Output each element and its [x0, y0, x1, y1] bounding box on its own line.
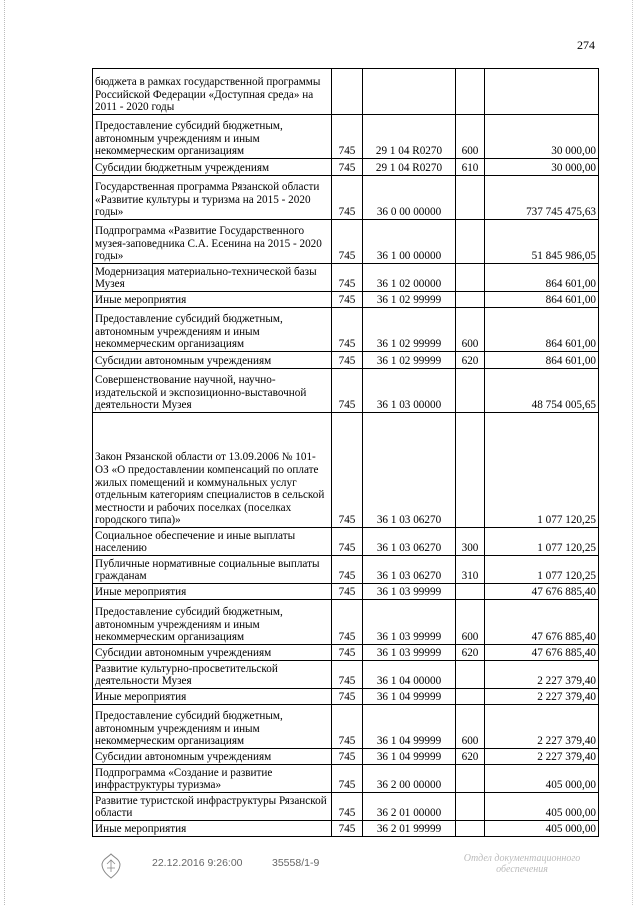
cell-expense-type [456, 765, 485, 793]
cell-amount [485, 69, 599, 115]
cell-target-article: 36 1 03 99999 [363, 600, 456, 645]
cell-name: Предоставление субсидий бюджетным, автономным учреждениям и иным некоммерческим организациям [93, 115, 332, 159]
cell-target-article: 36 1 03 06270 [363, 556, 456, 584]
cell-org-code: 745 [332, 661, 363, 689]
table-row [93, 220, 599, 264]
cell-org-code: 745 [332, 115, 363, 159]
cell-target-article: 36 1 03 06270 [363, 413, 456, 528]
cell-org-code: 745 [332, 584, 363, 600]
cell-target-article: 36 1 02 00000 [363, 264, 456, 292]
cell-expense-type [456, 793, 485, 821]
table-row [93, 556, 599, 584]
cell-org-code: 745 [332, 821, 363, 837]
cell-amount: 737 745 475,63 [485, 176, 599, 220]
cell-org-code: 745 [332, 159, 363, 176]
cell-expense-type [456, 264, 485, 292]
cell-target-article: 36 1 02 99999 [363, 308, 456, 352]
cell-org-code: 745 [332, 308, 363, 352]
cell-expense-type: 600 [456, 308, 485, 352]
table-row [93, 159, 599, 176]
cell-name: Подпрограмма «Создание и развитие инфраструктуры туризма» [93, 765, 332, 793]
cell-amount: 2 227 379,40 [485, 661, 599, 689]
cell-expense-type: 600 [456, 600, 485, 645]
cell-target-article: 36 1 02 99999 [363, 352, 456, 369]
cell-target-article: 36 2 00 00000 [363, 765, 456, 793]
cell-target-article: 36 1 03 00000 [363, 369, 456, 413]
cell-target-article: 36 1 02 99999 [363, 292, 456, 308]
cell-amount: 864 601,00 [485, 292, 599, 308]
cell-name: Совершенствование научной, научно-издательской и экспозиционно-выставочной деятельности Музея [93, 369, 332, 413]
cell-amount: 1 077 120,25 [485, 556, 599, 584]
cell-name: Предоставление субсидий бюджетным, автономным учреждениям и иным некоммерческим организациям [93, 600, 332, 645]
cell-amount: 47 676 885,40 [485, 584, 599, 600]
cell-expense-type [456, 821, 485, 837]
cell-target-article: 36 2 01 00000 [363, 793, 456, 821]
table-row [93, 69, 599, 115]
cell-amount: 864 601,00 [485, 308, 599, 352]
cell-org-code: 745 [332, 765, 363, 793]
cell-org-code: 745 [332, 369, 363, 413]
footer-doc-number: 35558/1-9 [272, 857, 320, 869]
cell-name: Субсидии бюджетным учреждениям [93, 159, 332, 176]
cell-org-code [332, 69, 363, 115]
table-row [93, 292, 599, 308]
cell-expense-type [456, 689, 485, 705]
cell-amount: 2 227 379,40 [485, 705, 599, 749]
table-row [93, 584, 599, 600]
cell-name: Развитие туристской инфраструктуры Рязанской области [93, 793, 332, 821]
cell-target-article: 36 1 03 99999 [363, 584, 456, 600]
footer-watermark-stamp: Отдел документационного обеспечения [463, 853, 581, 875]
cell-target-article: 36 1 03 99999 [363, 645, 456, 661]
cell-target-article: 36 1 03 06270 [363, 528, 456, 556]
left-scan-margin-line [4, 0, 6, 905]
cell-amount: 405 000,00 [485, 765, 599, 793]
cell-org-code: 745 [332, 749, 363, 765]
cell-amount: 864 601,00 [485, 264, 599, 292]
cell-expense-type: 300 [456, 528, 485, 556]
cell-expense-type: 600 [456, 705, 485, 749]
cell-target-article: 36 1 04 99999 [363, 705, 456, 749]
cell-amount: 1 077 120,25 [485, 413, 599, 528]
cell-org-code: 745 [332, 689, 363, 705]
cell-name: Предоставление субсидий бюджетным, автономным учреждениям и иным некоммерческим организациям [93, 705, 332, 749]
cell-target-article: 29 1 04 R0270 [363, 159, 456, 176]
cell-expense-type: 310 [456, 556, 485, 584]
cell-name: Иные мероприятия [93, 689, 332, 705]
table-row [93, 661, 599, 689]
cell-name: Субсидии автономным учреждениям [93, 645, 332, 661]
cell-amount: 2 227 379,40 [485, 689, 599, 705]
cell-amount: 405 000,00 [485, 793, 599, 821]
cell-amount: 48 754 005,65 [485, 369, 599, 413]
cell-expense-type [456, 176, 485, 220]
cell-name: Предоставление субсидий бюджетным, автономным учреждениям и иным некоммерческим организациям [93, 308, 332, 352]
cell-name: Закон Рязанской области от 13.09.2006 № 101-ОЗ «О предоставлении компенсаций по оплате жилых помещений и коммунальных услуг отдельным категориям специалистов в сельской местности и рабочих поселках (поселках городского типа)» [93, 413, 332, 528]
cell-org-code: 745 [332, 176, 363, 220]
table-row [93, 600, 599, 645]
cell-amount: 47 676 885,40 [485, 600, 599, 645]
cell-org-code: 745 [332, 556, 363, 584]
cell-amount: 30 000,00 [485, 115, 599, 159]
cell-expense-type [456, 220, 485, 264]
table-row [93, 705, 599, 749]
cell-amount: 864 601,00 [485, 352, 599, 369]
emblem-icon [98, 852, 124, 880]
cell-org-code: 745 [332, 528, 363, 556]
table-row [93, 645, 599, 661]
table-row [93, 352, 599, 369]
cell-name: Государственная программа Рязанской области «Развитие культуры и туризма на 2015 - 2020 годы» [93, 176, 332, 220]
cell-expense-type [456, 292, 485, 308]
cell-expense-type [456, 413, 485, 528]
cell-name: Подпрограмма «Развитие Государственного музея-заповедника С.А. Есенина на 2015 - 2020 годы» [93, 220, 332, 264]
cell-expense-type [456, 69, 485, 115]
cell-org-code: 745 [332, 292, 363, 308]
table-row [93, 528, 599, 556]
cell-amount: 30 000,00 [485, 159, 599, 176]
cell-amount: 1 077 120,25 [485, 528, 599, 556]
cell-name: Субсидии автономным учреждениям [93, 749, 332, 765]
table-row [93, 308, 599, 352]
cell-org-code: 745 [332, 600, 363, 645]
cell-org-code: 745 [332, 264, 363, 292]
cell-amount: 51 845 986,05 [485, 220, 599, 264]
cell-name: Иные мероприятия [93, 292, 332, 308]
cell-name: Публичные нормативные социальные выплаты гражданам [93, 556, 332, 584]
cell-name: бюджета в рамках государственной программы Российской Федерации «Доступная среда» на 2011 - 2020 годы [93, 69, 332, 115]
cell-target-article: 36 1 04 99999 [363, 689, 456, 705]
cell-target-article: 36 1 04 99999 [363, 749, 456, 765]
cell-expense-type: 620 [456, 749, 485, 765]
cell-target-article: 36 1 00 00000 [363, 220, 456, 264]
table-row [93, 115, 599, 159]
cell-name: Модернизация материально-технической базы Музея [93, 264, 332, 292]
table-row [93, 689, 599, 705]
cell-amount: 2 227 379,40 [485, 749, 599, 765]
budget-table-body [93, 69, 599, 837]
table-row [93, 821, 599, 837]
cell-target-article: 36 1 04 00000 [363, 661, 456, 689]
budget-table [92, 68, 599, 837]
cell-amount: 405 000,00 [485, 821, 599, 837]
cell-expense-type: 620 [456, 352, 485, 369]
page-number: 274 [577, 38, 595, 52]
cell-org-code: 745 [332, 220, 363, 264]
cell-expense-type: 620 [456, 645, 485, 661]
cell-org-code: 745 [332, 793, 363, 821]
footer-date: 22.12.2016 9:26:00 [152, 857, 243, 869]
cell-name: Субсидии автономным учреждениям [93, 352, 332, 369]
table-row [93, 413, 599, 528]
table-row [93, 793, 599, 821]
cell-org-code: 745 [332, 705, 363, 749]
cell-expense-type [456, 661, 485, 689]
cell-expense-type [456, 584, 485, 600]
table-row [93, 749, 599, 765]
cell-target-article: 36 0 00 00000 [363, 176, 456, 220]
table-row [93, 264, 599, 292]
cell-expense-type: 600 [456, 115, 485, 159]
cell-name: Развитие культурно-просветительской деятельности Музея [93, 661, 332, 689]
table-row [93, 765, 599, 793]
cell-name: Иные мероприятия [93, 821, 332, 837]
right-scan-margin-line [632, 0, 634, 905]
table-row [93, 176, 599, 220]
cell-target-article: 36 2 01 99999 [363, 821, 456, 837]
cell-target-article: 29 1 04 R0270 [363, 115, 456, 159]
cell-expense-type: 610 [456, 159, 485, 176]
cell-org-code: 745 [332, 645, 363, 661]
cell-org-code: 745 [332, 352, 363, 369]
cell-amount: 47 676 885,40 [485, 645, 599, 661]
cell-name: Социальное обеспечение и иные выплаты населению [93, 528, 332, 556]
cell-target-article [363, 69, 456, 115]
cell-org-code: 745 [332, 413, 363, 528]
cell-expense-type [456, 369, 485, 413]
table-row [93, 369, 599, 413]
cell-name: Иные мероприятия [93, 584, 332, 600]
